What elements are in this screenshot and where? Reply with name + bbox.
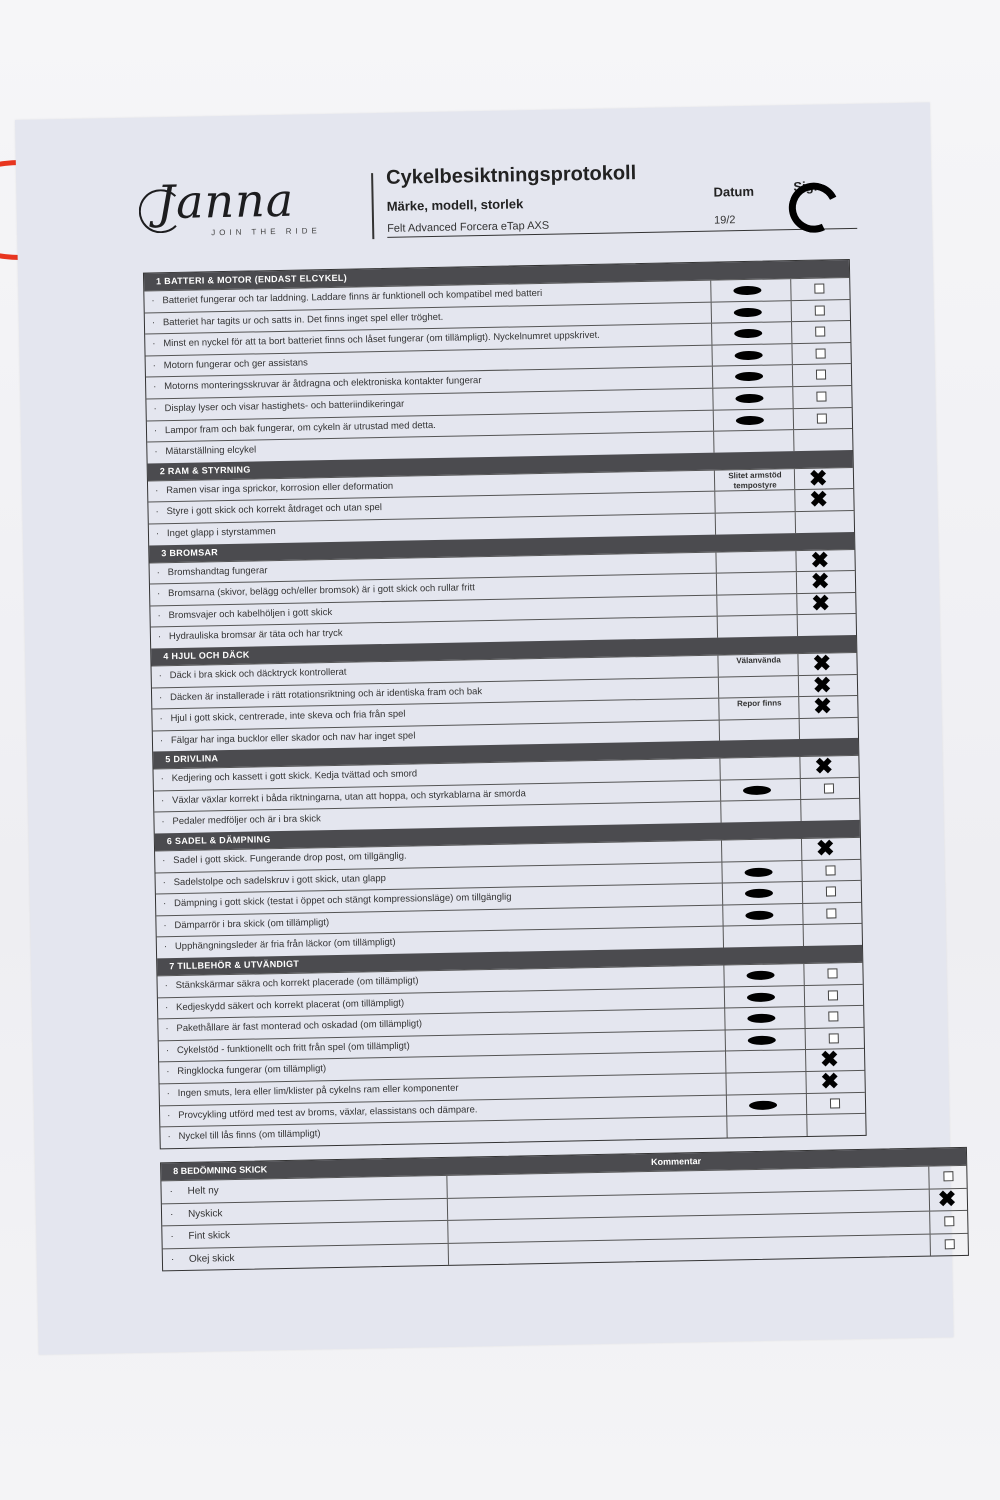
note-cell[interactable] bbox=[726, 1094, 807, 1116]
bullet: · bbox=[169, 1208, 174, 1220]
bullet: · bbox=[163, 941, 168, 953]
checkbox-cell[interactable] bbox=[803, 963, 863, 985]
checklist-item-text: Nyckel till lås finns (om tillämpligt) bbox=[178, 1128, 321, 1143]
checklist-item-text: Pakethållare är fast monterad och oskadad (om tillämpligt) bbox=[176, 1018, 423, 1035]
checklist-item-text: Ingen smuts, lera eller lim/klister på cykelns ram eller komponenter bbox=[177, 1082, 459, 1100]
checklist-item-text: Motorns monteringsskruvar är åtdragna och elektroniska kontakter fungerar bbox=[164, 375, 482, 393]
note-cell[interactable] bbox=[715, 512, 796, 534]
handwritten-note: Välanvända bbox=[736, 655, 781, 666]
empty-checkbox-icon[interactable] bbox=[815, 327, 825, 337]
checklist-item-text: Batteriet har tagits ur och satts in. Det finns inget spel eller tröghet. bbox=[162, 311, 444, 328]
bullet: · bbox=[166, 1088, 170, 1100]
bullet: · bbox=[158, 670, 162, 682]
checkbox-cell[interactable] bbox=[792, 386, 852, 408]
section-header: 5 DRIVLINA bbox=[153, 738, 858, 769]
not-applicable-mark-icon bbox=[745, 889, 773, 899]
checkbox-cell[interactable] bbox=[798, 693, 858, 719]
condition-table bbox=[160, 1147, 969, 1271]
bullet: · bbox=[160, 795, 165, 807]
checklist-item-text: Däcken är installerade i rätt rotationsriktning och är identiska fram och bak bbox=[170, 685, 483, 703]
checked-x-icon[interactable]: ✖ bbox=[810, 546, 830, 573]
note-cell[interactable] bbox=[725, 1029, 806, 1051]
bullet: · bbox=[151, 316, 156, 329]
checkbox-cell[interactable] bbox=[929, 1185, 968, 1211]
bullet: · bbox=[167, 1109, 171, 1121]
empty-checkbox-icon[interactable] bbox=[828, 990, 838, 1000]
not-applicable-mark-icon bbox=[749, 1100, 777, 1110]
model-value: Felt Advanced Forcera eTap AXS bbox=[387, 219, 550, 235]
checklist-item-text: Inget glapp i styrstammen bbox=[166, 526, 276, 540]
checkbox-cell[interactable] bbox=[797, 614, 857, 636]
bullet: · bbox=[160, 773, 164, 785]
sheet-header bbox=[138, 164, 859, 248]
checklist-item-text: Växlar växlar korrekt i båda riktningarna, utan att hoppa, och styrkablarna är smorda bbox=[171, 788, 526, 806]
checkbox-cell[interactable] bbox=[797, 650, 857, 676]
empty-checkbox-icon[interactable] bbox=[824, 783, 834, 793]
section-header: 3 BROMSAR bbox=[149, 531, 854, 562]
checkbox-cell[interactable] bbox=[930, 1233, 969, 1255]
bullet: · bbox=[162, 898, 167, 910]
checklist-item-text: Bromshandtag fungerar bbox=[167, 564, 268, 578]
bullet: · bbox=[164, 1001, 169, 1013]
not-applicable-mark-icon bbox=[747, 992, 775, 1002]
checkbox-cell[interactable] bbox=[804, 1006, 864, 1028]
note-cell[interactable] bbox=[719, 757, 800, 779]
empty-checkbox-icon[interactable] bbox=[944, 1216, 954, 1226]
note-cell[interactable] bbox=[725, 1072, 806, 1094]
date-value: 19/2 bbox=[713, 214, 736, 227]
not-applicable-mark-icon bbox=[748, 1035, 776, 1045]
bullet: · bbox=[157, 631, 162, 643]
checklist-item-text: Cykelstöd - funktionellt och fritt från spel (om tillämpligt) bbox=[176, 1040, 410, 1056]
bullet: · bbox=[169, 1186, 174, 1198]
handwritten-note: Repor finns bbox=[737, 698, 782, 709]
checklist-item-text: Hjul i gott skick, centrerade, inte skeva och fria från spel bbox=[170, 708, 406, 725]
checklist-item-text: Motorn fungerar och ger assistans bbox=[163, 357, 308, 371]
checklist-item-text: Dämpning i gott skick (testat i öppet och stängt kompressionsläge) om tillgänglig bbox=[173, 891, 512, 910]
note-cell[interactable] bbox=[723, 964, 804, 986]
checklist-item-text: Fälgar har inga bucklor eller skador och nav har inget spel bbox=[170, 730, 416, 746]
empty-checkbox-icon[interactable] bbox=[815, 305, 825, 315]
section-header: 6 SADEL & DÄMPNING bbox=[155, 820, 860, 851]
note-cell[interactable] bbox=[710, 279, 791, 301]
checkbox-cell[interactable] bbox=[928, 1166, 967, 1188]
bullet: · bbox=[170, 1231, 174, 1243]
not-applicable-mark-icon bbox=[733, 286, 761, 296]
checkbox-cell[interactable] bbox=[791, 343, 851, 365]
not-applicable-mark-icon bbox=[734, 329, 762, 339]
checklist-item-text: Display lyser och visar hastighets- och batteriindikeringar bbox=[164, 398, 405, 415]
checklist-item-text: Pedaler medföljer och är i bra skick bbox=[172, 813, 321, 828]
checklist-item-text: Bromsarna (skivor, belägg och/eller bromsok) är i gott skick och rullar fritt bbox=[168, 582, 475, 600]
note-cell[interactable] bbox=[717, 654, 798, 676]
note-cell[interactable] bbox=[711, 344, 792, 366]
checklist-item-text: Sadel i gott skick. Fungerande drop post, om tillgänglig. bbox=[173, 850, 407, 867]
note-cell[interactable] bbox=[716, 572, 797, 594]
date-label: Datum bbox=[713, 183, 755, 200]
empty-checkbox-icon[interactable] bbox=[830, 1098, 840, 1108]
not-applicable-mark-icon bbox=[744, 867, 772, 877]
note-cell[interactable] bbox=[713, 409, 794, 431]
checkbox-cell[interactable] bbox=[799, 718, 859, 740]
note-cell[interactable] bbox=[714, 469, 795, 491]
checklist-item-text: Ringklocka fungerar (om tillämpligt) bbox=[177, 1063, 327, 1078]
checklist-item-text: Dämparrör i bra skick (om tillämpligt) bbox=[174, 916, 330, 931]
checkbox-cell[interactable] bbox=[800, 778, 860, 800]
header-divider bbox=[371, 173, 374, 239]
checkbox-cell[interactable] bbox=[796, 590, 856, 616]
empty-checkbox-icon[interactable] bbox=[814, 283, 824, 293]
empty-checkbox-icon[interactable] bbox=[825, 865, 835, 875]
checklist-item-text: Stänkskärmar säkra och korrekt placerade (om tillämpligt) bbox=[175, 975, 419, 992]
bullet: · bbox=[153, 381, 157, 393]
checklist-item-text: Kedjeskydd säkert och korrekt placerat (om tillämpligt) bbox=[175, 997, 405, 1013]
checkbox-cell[interactable] bbox=[805, 1068, 865, 1094]
checklist-item-text: Upphängningsleder är fria från läckor (om tillämpligt) bbox=[174, 937, 396, 953]
checkbox-cell[interactable] bbox=[794, 486, 854, 513]
bullet: · bbox=[151, 295, 155, 307]
not-applicable-mark-icon bbox=[745, 910, 773, 920]
bullet: · bbox=[155, 506, 159, 518]
checkbox-cell[interactable] bbox=[929, 1211, 968, 1233]
note-cell[interactable] bbox=[721, 861, 802, 883]
checkbox-cell[interactable] bbox=[803, 924, 863, 946]
bullet: · bbox=[152, 360, 157, 372]
bullet: · bbox=[162, 855, 166, 867]
checked-x-icon[interactable]: ✖ bbox=[812, 671, 832, 698]
bullet: · bbox=[153, 403, 157, 415]
checked-x-icon[interactable]: ✖ bbox=[937, 1185, 957, 1211]
bullet: · bbox=[153, 424, 158, 436]
checklist-item-text: Mätarställning elcykel bbox=[165, 444, 257, 458]
not-applicable-mark-icon bbox=[746, 971, 774, 981]
condition-title: 8 BEDÖMNING SKICK bbox=[173, 1164, 268, 1177]
note-cell[interactable] bbox=[712, 387, 793, 409]
note-cell[interactable] bbox=[712, 365, 793, 387]
checkbox-cell[interactable] bbox=[801, 860, 861, 882]
checklist-item-text: Bromsvajer och kabelhöljen i gott skick bbox=[168, 606, 333, 621]
bullet: · bbox=[162, 876, 166, 888]
empty-checkbox-icon[interactable] bbox=[828, 1012, 838, 1022]
checkbox-cell[interactable] bbox=[790, 278, 850, 300]
not-applicable-mark-icon bbox=[736, 415, 764, 425]
checkbox-cell[interactable] bbox=[806, 1114, 866, 1136]
note-cell[interactable] bbox=[721, 839, 802, 861]
note-cell[interactable] bbox=[715, 551, 796, 573]
note-cell[interactable] bbox=[720, 801, 801, 823]
checklist-item-text: Styre i gott skick och korrekt åtdraget och utan spel bbox=[166, 502, 383, 518]
condition-label: Nyskick bbox=[187, 1207, 223, 1220]
checkbox-cell[interactable] bbox=[801, 835, 861, 861]
empty-checkbox-icon[interactable] bbox=[817, 413, 827, 423]
note-cell[interactable] bbox=[718, 676, 799, 698]
checkbox-cell[interactable] bbox=[795, 511, 855, 533]
note-cell[interactable] bbox=[718, 697, 799, 719]
checked-x-icon[interactable]: ✖ bbox=[812, 650, 832, 676]
checked-x-icon[interactable]: ✖ bbox=[810, 568, 830, 594]
note-cell[interactable] bbox=[722, 882, 803, 904]
empty-checkbox-icon[interactable] bbox=[829, 1033, 839, 1043]
section-header: 4 HJUL OCH DÄCK bbox=[151, 635, 856, 666]
checked-x-icon[interactable]: ✖ bbox=[819, 1046, 839, 1073]
checklist-item-text: Batteriet fungerar och tar laddning. Laddare finns är funktionell och kompatibel med batteri bbox=[162, 287, 543, 307]
note-cell[interactable] bbox=[716, 594, 797, 616]
inspection-sheet bbox=[15, 102, 957, 1354]
checkbox-cell[interactable] bbox=[802, 881, 862, 903]
empty-checkbox-icon[interactable] bbox=[827, 968, 837, 978]
checkbox-cell[interactable] bbox=[800, 799, 860, 821]
not-applicable-mark-icon bbox=[747, 1014, 775, 1024]
checkbox-cell[interactable] bbox=[799, 753, 859, 780]
checkbox-cell[interactable] bbox=[793, 408, 853, 430]
section-header: 1 BATTERI & MOTOR (ENDAST ELCYKEL) bbox=[144, 260, 849, 291]
bullet: · bbox=[157, 588, 161, 600]
not-applicable-mark-icon bbox=[734, 307, 762, 317]
bullet: · bbox=[156, 566, 160, 578]
empty-checkbox-icon[interactable] bbox=[826, 887, 836, 897]
checked-x-icon[interactable]: ✖ bbox=[811, 590, 831, 616]
note-cell[interactable] bbox=[725, 1050, 806, 1072]
note-cell[interactable] bbox=[724, 1007, 805, 1029]
note-cell[interactable] bbox=[726, 1115, 807, 1137]
checklist-item-text: Ramen visar inga sprickor, korrosion eller deformation bbox=[166, 480, 394, 496]
bullet: · bbox=[164, 980, 168, 992]
bullet: · bbox=[155, 485, 159, 497]
empty-checkbox-icon[interactable] bbox=[943, 1171, 953, 1181]
page-title: Cykelbesiktningsprotokoll bbox=[385, 162, 637, 189]
bullet: · bbox=[166, 1066, 170, 1078]
checked-x-icon[interactable]: ✖ bbox=[815, 835, 835, 861]
bullet: · bbox=[165, 1023, 169, 1035]
bullet: · bbox=[167, 1131, 171, 1143]
bullet: · bbox=[170, 1253, 175, 1265]
not-applicable-mark-icon bbox=[735, 350, 763, 360]
note-cell[interactable] bbox=[723, 925, 804, 947]
empty-checkbox-icon[interactable] bbox=[816, 348, 826, 358]
section-header: 2 RAM & STYRNING bbox=[148, 450, 853, 481]
checked-x-icon[interactable]: ✖ bbox=[808, 465, 828, 491]
checkbox-cell[interactable] bbox=[793, 429, 853, 451]
bullet: · bbox=[155, 528, 160, 540]
checked-x-icon[interactable]: ✖ bbox=[814, 753, 834, 780]
checked-x-icon[interactable]: ✖ bbox=[813, 693, 833, 719]
empty-checkbox-icon[interactable] bbox=[816, 391, 826, 401]
checkbox-cell[interactable] bbox=[806, 1092, 866, 1114]
section-header: 7 TILLBEHÖR & UTVÄNDIGT bbox=[157, 945, 862, 976]
bullet: · bbox=[165, 1045, 170, 1057]
checklist-item-text: Lampor fram och bak fungerar, om cykeln är utrustad med detta. bbox=[164, 419, 436, 436]
checked-x-icon[interactable]: ✖ bbox=[809, 486, 829, 513]
note-cell[interactable] bbox=[711, 301, 792, 323]
empty-checkbox-icon[interactable] bbox=[816, 370, 826, 380]
empty-checkbox-icon[interactable] bbox=[826, 908, 836, 918]
checkbox-cell[interactable] bbox=[802, 903, 862, 925]
bullet: · bbox=[163, 920, 167, 932]
bullet: · bbox=[161, 816, 165, 828]
not-applicable-mark-icon bbox=[735, 394, 763, 404]
note-cell[interactable] bbox=[722, 904, 803, 926]
note-cell[interactable] bbox=[724, 986, 805, 1008]
handwritten-note: Slitet armstöd tempostyre bbox=[728, 470, 782, 491]
note-cell[interactable] bbox=[717, 615, 798, 637]
logo-wordmark: Janna bbox=[156, 172, 295, 230]
checked-x-icon[interactable]: ✖ bbox=[820, 1068, 840, 1094]
note-cell[interactable] bbox=[714, 490, 795, 512]
checkbox-cell[interactable] bbox=[791, 321, 851, 343]
bullet: · bbox=[159, 691, 163, 703]
checklist-item-text: Sadelstolpe och sadelskruv i gott skick, utan glapp bbox=[173, 872, 387, 888]
checklist-table bbox=[143, 259, 867, 1149]
checklist-item-text: Minst en nyckel för att ta bort batteriet finns och låset fungerar (om tillämpligt). Nyckelnumret uppskrivet. bbox=[163, 329, 601, 350]
checklist-item-text: Däck i bra skick och däcktryck kontrollerat bbox=[169, 666, 347, 682]
checklist-item-text: Kedjering och kassett i gott skick. Kedja tvättad och smord bbox=[171, 768, 418, 785]
checkbox-cell[interactable] bbox=[792, 364, 852, 386]
checklist-item-text: Hydrauliska bromsar är täta och har tryck bbox=[168, 628, 343, 643]
logo-tagline: JOIN THE RIDE bbox=[211, 226, 321, 238]
janna-logo bbox=[138, 172, 364, 245]
checkbox-cell[interactable] bbox=[791, 300, 851, 322]
sign-label: Sign bbox=[793, 178, 822, 195]
bullet: · bbox=[159, 713, 163, 725]
checkbox-cell[interactable] bbox=[804, 984, 864, 1006]
bullet: · bbox=[152, 338, 156, 350]
condition-label: Okej skick bbox=[188, 1252, 235, 1265]
not-applicable-mark-icon bbox=[743, 785, 771, 795]
note-cell[interactable] bbox=[720, 779, 801, 801]
condition-label: Fint skick bbox=[188, 1230, 231, 1242]
empty-checkbox-icon[interactable] bbox=[945, 1239, 955, 1249]
note-cell[interactable] bbox=[719, 719, 800, 741]
checklist-item-text: Provcykling utförd med test av broms, växlar, elassistans och dämpare. bbox=[178, 1103, 478, 1121]
not-applicable-mark-icon bbox=[735, 372, 763, 382]
note-cell[interactable] bbox=[713, 430, 794, 452]
bullet: · bbox=[157, 610, 161, 622]
bullet: · bbox=[159, 734, 164, 747]
note-cell[interactable] bbox=[711, 322, 792, 344]
bullet: · bbox=[154, 446, 158, 458]
condition-label: Helt ny bbox=[187, 1185, 219, 1197]
comment-header: Kommentar bbox=[651, 1156, 702, 1167]
brand-model-label: Märke, modell, storlek bbox=[386, 196, 524, 214]
